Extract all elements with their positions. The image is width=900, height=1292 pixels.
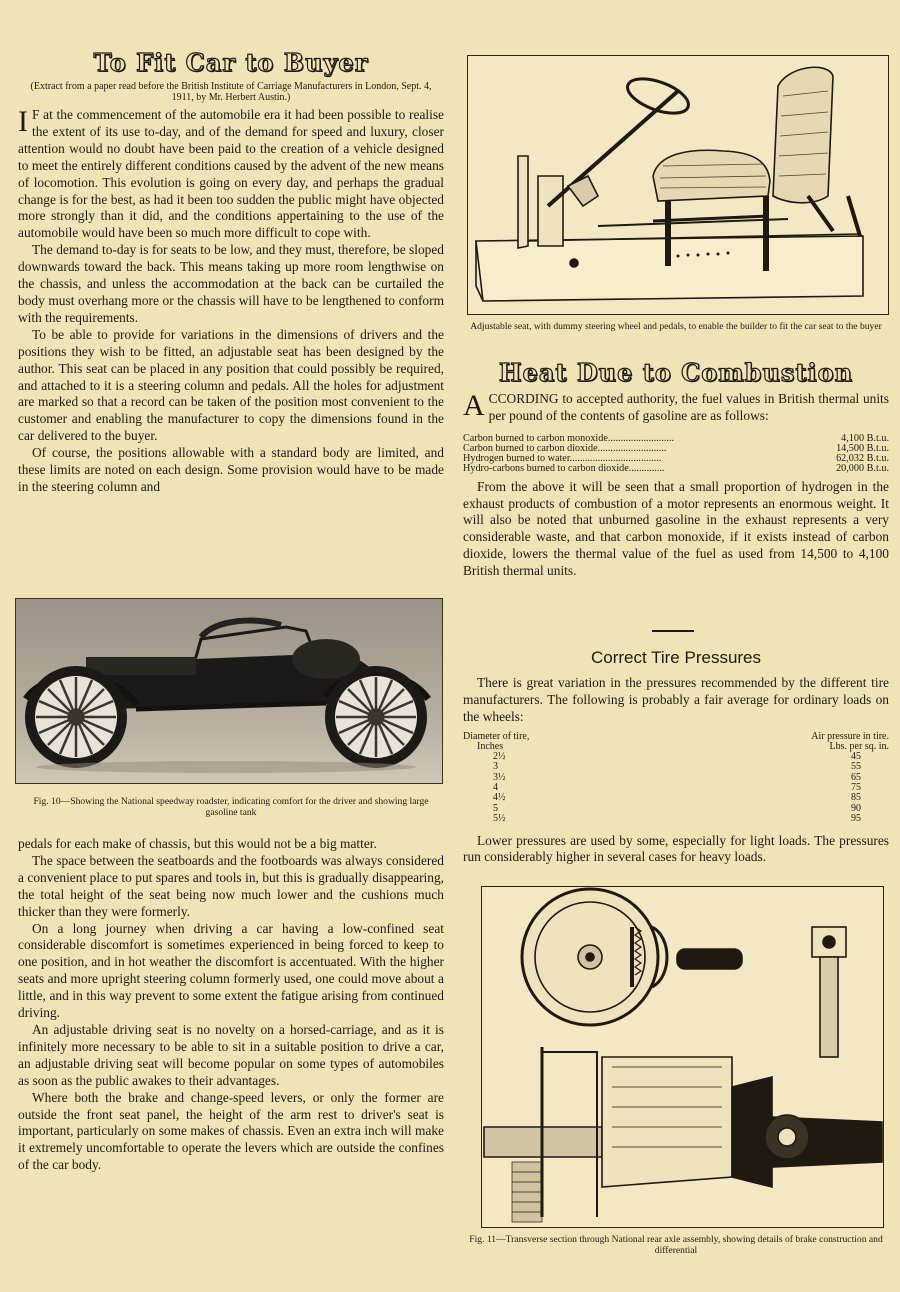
rear-axle-illustration — [481, 886, 884, 1228]
paragraph: On a long journey when driving a car having a low-confined seat considerable discomfort is sometimes experienced in being forced to keep to one position, and in hot weather the discomfort is accentuated. With the higher seats and more upright steering column formerly used, one could move about a little, and in this way prevent to some extent the fatigue arising from continued driving. — [18, 920, 444, 1021]
article-fit-car — [18, 48, 444, 496]
drop-cap: A — [463, 389, 485, 422]
column-header: Air pressure in tire. Lbs. per sq. in. — [811, 730, 889, 752]
table-row: 5 90 — [493, 802, 861, 814]
paragraph: The demand to-day is for seats to be low, and they must, therefore, be sloped downwards toward the back. This means taking up more room lengthwise on the chassis, and unless the accommodation at the back can be curtailed the body must overhang more or the chassis will have to be lengthened to conform with the requirements. — [18, 242, 444, 325]
article-title: To Fit Car to Buyer — [93, 48, 369, 77]
article-fit-car-continued — [18, 836, 444, 1174]
table-row: 2½ 45 — [493, 750, 861, 762]
table-row: 3 55 — [493, 761, 861, 773]
fuel-value: 4,100 B.t.u. — [841, 432, 889, 444]
fuel-label: Hydro-carbons burned to carbon dioxide.............. — [463, 463, 665, 475]
fuel-value: 20,000 B.t.u. — [836, 463, 889, 475]
seat-caption: Adjustable seat, with dummy steering wheel and pedals, to enable the builder to fit the car seat to the buyer — [470, 321, 882, 332]
front-wheel — [30, 671, 122, 763]
article-title: Heat Due to Combustion — [498, 358, 854, 387]
fuel-label: Hydrogen burned to water.................................... — [463, 453, 662, 465]
paragraph: pedals for each make of chassis, but this would not be a big matter. — [18, 836, 377, 851]
tire-pressure-table — [463, 732, 889, 825]
heat-article-title-block — [463, 358, 889, 387]
rear-wheel — [330, 671, 422, 763]
article-heat-combustion — [463, 391, 889, 580]
fuel-label: Carbon burned to carbon monoxide.......................... — [463, 432, 675, 444]
table-row: 4 75 — [493, 781, 861, 793]
drop-cap: I — [18, 105, 28, 138]
paragraph: The space between the seatboards and the footboards was always considered a convenient place to put spares and tools in, but this is gradually disappearing, the total height of the seat being now much lower and the cushions much thicker than they were formerly. — [18, 852, 444, 919]
table-row: 5½ 95 — [493, 813, 861, 825]
adjustable-seat-illustration — [467, 55, 889, 315]
fuel-value: 62,032 B.t.u. — [836, 453, 889, 465]
table-header-row — [463, 732, 889, 752]
paragraph: ACCORDING to accepted authority, the fuel values in British thermal units per pound of the contents of gasoline are as follows: — [463, 389, 889, 423]
paragraph: Lower pressures are used by some, especially for light loads. The pressures run considerably higher in several cases for heavy loads. — [463, 832, 889, 865]
paragraph: Where both the brake and change-speed levers, or only the former are outside the front seat panel, the height of the arm rest to driver's seat is important, particularly on some makes of chassis. Even an extra inch will make it extremely uncomfortable to operate the levers which are outside the confines of the car body. — [18, 1089, 444, 1173]
fuel-label: Carbon burned to carbon dioxide........................... — [463, 443, 667, 455]
section-divider — [652, 630, 694, 632]
paragraph: An adjustable driving seat is no novelty on a horsed-carriage, and as it is infinitely more necessary to be able to sit in a suitable position to drive a car, an adjustable driving seat will become popular on some types of automobiles as soon as the public awakes to their advantages. — [18, 1021, 444, 1088]
column-header: Diameter of tire, Inches — [463, 730, 530, 752]
table-row — [463, 464, 889, 474]
article-title: Correct Tire Pressures — [590, 648, 762, 667]
fuel-values-table — [463, 434, 889, 475]
roadster-photo — [15, 598, 443, 784]
paragraph: To be able to provide for variations in the dimensions of drivers and the positions they wish to be fitted, an adjustable seat has been designed by the author. This seat can be placed in any position that could possibly be required, and attached to it is a steering column and pedals. All the holes for adjustment are marked so that a record can be taken of the position most convenient to the customer and enabling the manufacturer to copy the dimensions found in the car delivered to the buyer. — [18, 326, 444, 444]
paragraph: I F at the commencement of the automobile era it had been possible to realise the extent of its use to-day, and of the demand for speed and luxury, closer attention would no doubt have been paid to the creation of a vehicle designed to meet the entirely different conditions caused by the advent of the new means of locomotion. This evolution is going on every day, and perhaps the gradual change is for the best, as had it been too sudden the public might have objected more strongly than it did, and the conditions appertaining to the use of the automobile would have been so much more difficult to cope with. — [18, 105, 444, 241]
paragraph: From the above it will be seen that a small proportion of hydrogen in the exhaust products of combustion of a motor represents an enormous weight. It will also be noted that unburned gasoline in the exhaust represents a very considerable waste, and that carbon monoxide, if it exists instead of carbon dioxide, lowers the thermal value of the fuel as used from 14,500 to 4,100 British thermal units. — [463, 478, 889, 579]
paragraph: There is great variation in the pressures recommended by the different tire manufacturers. The following is probably a fair average for ordinary loads on the wheels: — [463, 675, 889, 724]
paragraph: Of course, the positions allowable with a standard body are limited, and these limits are noted on each design. Some provision would have to be made in the steering column and — [18, 445, 444, 494]
fig10-caption: Fig. 10—Showing the National speedway roadster, indicating comfort for the driver and showing large gasoline tank — [33, 796, 429, 818]
fuel-value: 14,500 B.t.u. — [836, 443, 889, 455]
article-subtitle: (Extract from a paper read before the British Institute of Carriage Manufacturers in London, Sept. 4, 1911, by Mr. Herbert Austin.) — [30, 81, 432, 103]
article-tire-pressures — [463, 675, 889, 866]
table-row: 4½ 85 — [493, 792, 861, 804]
table-row: 3½ 65 — [493, 771, 861, 783]
fig11-caption: Fig. 11—Transverse section through National rear axle assembly, showing details of brake construction and differential — [469, 1234, 883, 1256]
